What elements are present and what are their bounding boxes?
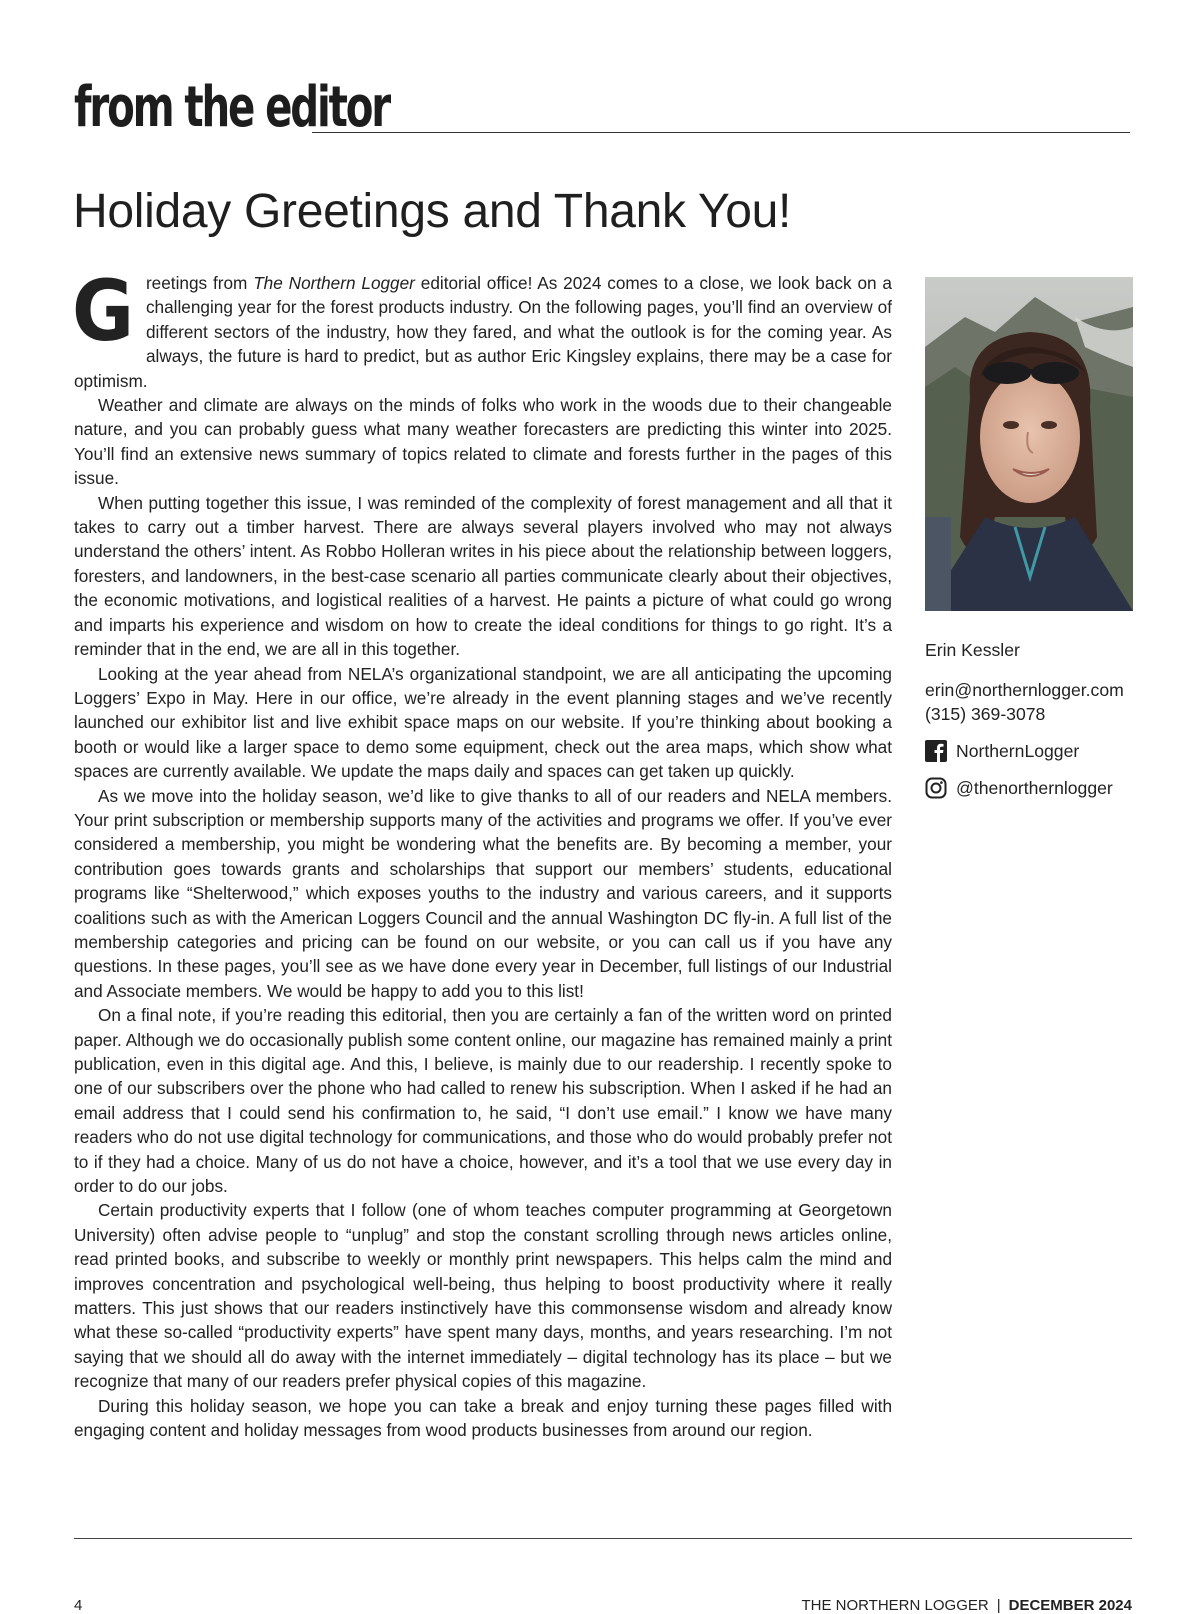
article-headline: Holiday Greetings and Thank You! — [73, 185, 792, 238]
section-title: from the editor — [74, 75, 390, 140]
instagram-icon — [925, 777, 947, 799]
section-header — [74, 75, 1130, 140]
issue-date: DECEMBER 2024 — [1008, 1597, 1132, 1614]
paragraph-7: Certain productivity experts that I follow (one of whom teaches computer programming at Georgetown University) often advise people to “unplug” and stop the constant scrolling through news articles online, read printed books, and subscribe to weekly or monthly print newspapers. This helps calm the mind and improves concentration and psychological well-being, thus helping to boost productivity where it really matters. This just shows that our readers instinctively have this commonsense wisdom and already know what these so-called “productivity experts” have spent many days, months, and years researching. I’m not saying that we should all do away with the internet immediately – digital technology has its place – but we recognize that many of our readers prefer physical copies of this magazine. — [74, 1200, 892, 1392]
editor-portrait — [925, 277, 1133, 611]
paragraph-1 — [72, 262, 892, 393]
paragraph-2: Weather and climate are always on the minds of folks who work in the woods due to their changeable nature, and you can probably guess what many weather forecasters are predicting this winter into 2025. You’ll find an extensive news summary of topics related to climate and forests further in the pages of this issue. — [74, 395, 892, 489]
page-number: 4 — [74, 1597, 83, 1614]
footer-separator: | — [996, 1597, 1001, 1614]
publication-name: The Northern Logger — [253, 273, 415, 293]
instagram-handle: @thenorthernlogger — [956, 777, 1113, 798]
facebook-handle: NorthernLogger — [956, 740, 1080, 761]
paragraph-5: As we move into the holiday season, we’d like to give thanks to all of our readers and NELA members. Your print subscription or membership supports many of the activities and programs we offer. If you’ve ever considered a membership, you might be wondering what the benefits are. By becoming a member, your contribution goes towards grants and scholarships that support our members’ students, educational programs like “Shelterwood,” which exposes youths to the industry and various careers, and it supports coalitions such as with the American Loggers Council and the annual Washington DC fly-in. A full list of the membership categories and pricing can be found on our website, or you can call us if you have any questions. In these pages, you’ll see as we have done every year in December, full listings of our Industrial and Associate members. We would be happy to add you to this list! — [74, 785, 892, 1001]
drop-cap: G — [72, 262, 135, 360]
facebook-link[interactable] — [925, 740, 1079, 762]
editor-email[interactable]: erin@northernlogger.com — [925, 680, 1124, 700]
publication-title: THE NORTHERN LOGGER — [801, 1597, 989, 1614]
editor-name: Erin Kessler — [925, 640, 1020, 660]
editor-phone: (315) 369-3078 — [925, 704, 1046, 724]
section-divider — [312, 132, 1130, 133]
paragraph-4: Looking at the year ahead from NELA’s organizational standpoint, we are all anticipating the upcoming Loggers’ Expo in May. Here in our office, we’re already in the event planning stages and we’ve recently launched our exhibitor list and live exhibit space maps on our website. If you’re thinking about booking a booth or would like a larger space to demo some equipment, check out the area maps, which show what spaces are currently available. We update the maps daily and spaces can get taken up quickly. — [74, 663, 892, 782]
paragraph-1-text-a: reetings from — [145, 273, 254, 293]
paragraph-6: On a final note, if you’re reading this editorial, then you are certainly a fan of the written word on printed paper. Although we do occasionally publish some content online, our magazine has remained mainly a print publication, even in this digital age. And this, I believe, is mainly due to our readership. I recently spoke to one of our subscribers over the phone who had called to renew his subscription. When I asked if he had an email address that I could send his confirmation to, he said, “I don’t use email.” I know we have many readers who do not use digital technology for communications, and those who do would probably prefer not to if they had a choice. Many of us do not have a choice, however, and it’s a tool that we use every day in order to do our jobs. — [74, 1005, 892, 1197]
paragraph-1-text-b: editorial office! As 2024 comes to a close, we look back on a challenging year for the forest products industry. On the following pages, you’ll find an overview of different sectors of the industry, how they fared, and what the outlook is for the coming year. As always, the future is hard to predict, but as author Eric Kingsley explains, there may be a case for optimism. — [74, 273, 892, 391]
paragraph-3: When putting together this issue, I was reminded of the complexity of forest management and all that it takes to carry out a timber harvest. There are always several players involved who may not always understand the others’ intent. As Robbo Holleran writes in his piece about the relationship between loggers, foresters, and landowners, in the best-case scenario all parties communicate clearly about their objectives, the economic motivations, and logistical realities of a harvest. He paints a picture of what could go wrong and imparts his experience and wisdom on how to create the ideal conditions for things to go right. It’s a reminder that in the end, we are all in this together. — [74, 492, 892, 660]
paragraph-8: During this holiday season, we hope you can take a break and enjoy turning these pages filled with engaging content and holiday messages from wood products businesses from around our region. — [74, 1395, 892, 1441]
facebook-icon — [925, 740, 947, 762]
instagram-link[interactable] — [925, 777, 1113, 799]
footer-divider — [74, 1538, 1132, 1539]
article-body — [72, 262, 892, 1443]
